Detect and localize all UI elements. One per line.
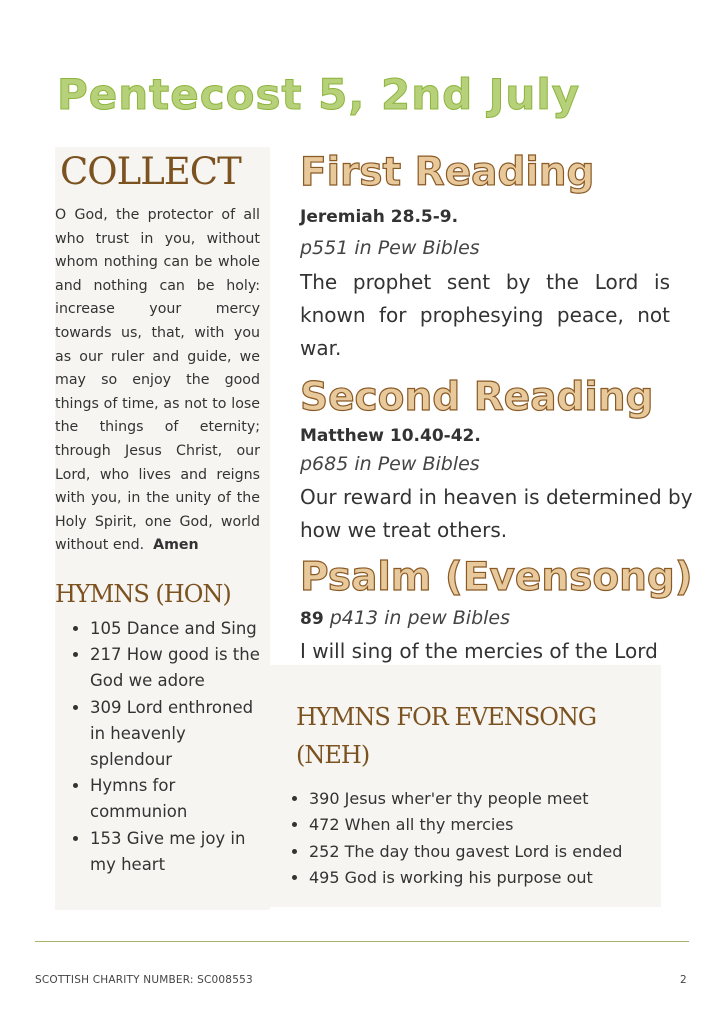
psalm-heading: Psalm (Evensong): [300, 555, 693, 600]
psalm-page: p413 in pew Bibles: [329, 607, 511, 629]
hymns-hon-heading: HYMNS (HON): [55, 580, 231, 608]
psalm-number: 89: [300, 609, 324, 629]
page-title: Pentecost 5, 2nd July: [57, 70, 581, 119]
list-item: • 309 Lord enthroned in heavenly splendour: [90, 695, 265, 774]
collect-amen: Amen: [153, 537, 199, 554]
second-reading-ref: Matthew 10.40-42.: [300, 426, 481, 446]
charity-number: SCOTTISH CHARITY NUMBER: SC008553: [35, 974, 253, 986]
second-reading-page: p685 in Pew Bibles: [300, 453, 480, 475]
list-item: • 472 When all thy mercies: [309, 812, 659, 838]
list-item: • 153 Give me joy in my heart: [90, 826, 265, 878]
list-item: • 390 Jesus wher'er thy people meet: [309, 786, 659, 812]
second-reading-desc: Our reward in heaven is determined by how we treat others.: [300, 485, 693, 542]
footer-divider: [35, 941, 689, 942]
psalm-desc: I will sing of the mercies of the Lord: [300, 639, 658, 663]
first-reading-ref: Jeremiah 28.5-9.: [300, 207, 459, 227]
list-item: • 252 The day thou gavest Lord is ended: [309, 839, 659, 865]
first-reading-desc: The prophet sent by the Lord is known for prophesying peace, not war.: [300, 270, 670, 360]
list-item: • 495 God is working his purpose out: [309, 865, 659, 891]
psalm-line: [300, 607, 510, 629]
collect-heading: COLLECT: [60, 150, 241, 193]
page-number: 2: [680, 974, 687, 986]
second-reading-heading: Second Reading: [300, 375, 654, 420]
hymns-evensong-list: [309, 786, 659, 891]
collect-text: [55, 204, 260, 558]
list-item: • Hymns for communion: [90, 773, 265, 825]
first-reading-heading: First Reading: [300, 150, 595, 195]
list-item: • 217 How good is the God we adore: [90, 642, 265, 694]
hymns-evensong-heading: HYMNS FOR EVENSONG (NEH): [296, 703, 597, 769]
collect-prayer: O God, the protector of all who trust in you, without whom nothing can be whole and nothing can be holy: increase your mercy towards us, that, with you as our ruler and guide, we may so enjoy the good things of time, as not to lose the things of eternity; through Jesus Christ, our Lord, who lives and reigns with you, in the unity of the Holy Spirit, one God, world without end.: [55, 207, 260, 554]
first-reading-page: p551 in Pew Bibles: [300, 237, 480, 259]
hymns-hon-list: [90, 616, 265, 878]
list-item: • 105 Dance and Sing: [90, 616, 265, 642]
